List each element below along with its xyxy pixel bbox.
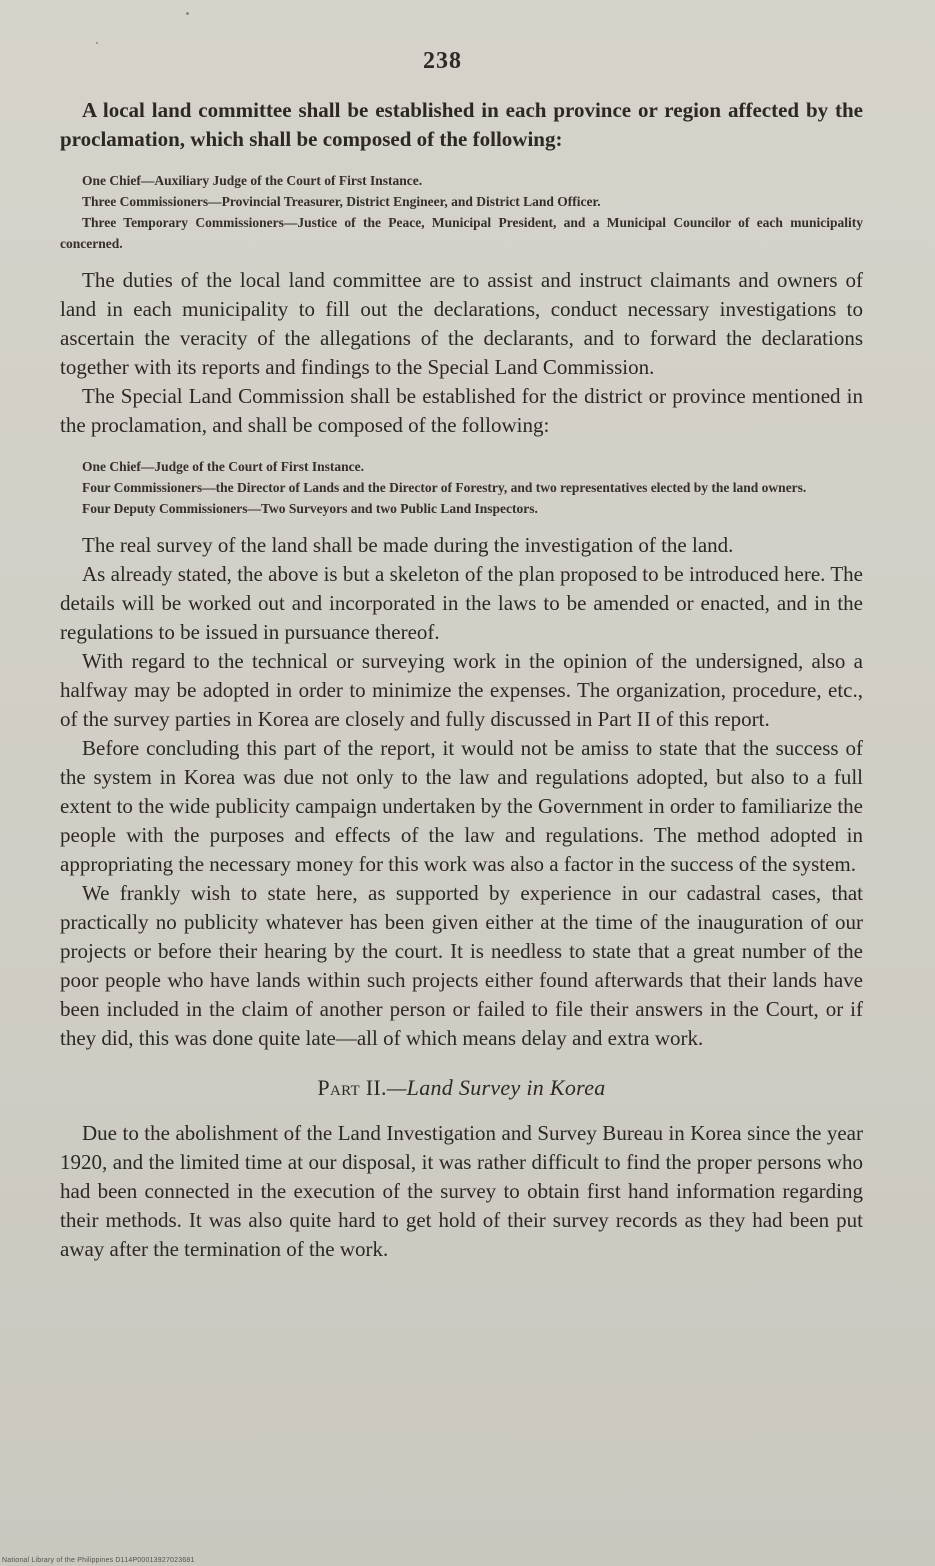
- section-heading: [60, 1075, 863, 1101]
- paragraph-special-land-commission: The Special Land Commission shall be established for the district or province mentioned in the proclamation, and shall be composed of the following:: [60, 384, 863, 437]
- commission-members-list: [60, 456, 863, 519]
- section-part-title: —Land Survey in Korea: [386, 1075, 606, 1100]
- committee-member: Three Commissioners—Provincial Treasurer, District Engineer, and District Land Officer.: [82, 194, 601, 209]
- paragraph-local-land-committee: A local land committee shall be established in each province or region affected by the proclamation, which shall be composed of the following:: [60, 98, 863, 151]
- committee-member: One Chief—Auxiliary Judge of the Court of First Instance.: [82, 173, 423, 188]
- commission-member: Four Deputy Commissioners—Two Surveyors and two Public Land Inspectors.: [82, 501, 538, 516]
- paragraph-survey-bureau: Due to the abolishment of the Land Investigation and Survey Bureau in Korea since the year 1920, and the limited time at our disposal, it was rather difficult to find the proper persons who had been connected in the execution of the survey to obtain first hand information regarding their methods. It was also quite hard to get hold of their survey records as they had been put away after the termination of the work.: [60, 1121, 863, 1261]
- paragraph-real-survey: The real survey of the land shall be made during the investigation of the land.: [82, 533, 734, 557]
- committee-members-list: [60, 170, 863, 254]
- paragraph-skeleton-plan: As already stated, the above is but a skeleton of the plan proposed to be introduced here. The details will be worked out and incorporated in the laws to be amended or enacted, and in the regulations to be issued in pursuance thereof.: [60, 562, 863, 644]
- scan-speck: [186, 12, 189, 15]
- page-number: 238: [423, 48, 462, 74]
- paragraph-publicity-campaign: Before concluding this part of the report, it would not be amiss to state that the success of the system in Korea was due not only to the law and regulations adopted, but also to a full extent to the wide publicity campaign undertaken by the Government in order to familiarize the people with the purposes and effects of the law and regulations. The method adopted in appropriating the necessary money for this work was also a factor in the success of the system.: [60, 736, 863, 876]
- page-content: [60, 96, 863, 1264]
- paragraph-committee-duties: The duties of the local land committee are to assist and instruct claimants and owners of land in each municipality to fill out the declarations, conduct necessary investigations to ascertain the veracity of the allegations of the declarants, and to forward the declarations together with its reports and findings to the Special Land Commission.: [60, 268, 863, 379]
- section-part-label: Part II.: [317, 1075, 387, 1100]
- paragraph-cadastral-cases: We frankly wish to state here, as supported by experience in our cadastral cases, that practically no publicity whatever has been given either at the time of the inauguration of our projects or before their hearing by the court. It is needless to state that a great number of the poor people who have lands within such projects either found afterwards that their lands have been included in the claim of another person or failed to file their answers in the Court, or if they did, this was done quite late—all of which means delay and extra work.: [60, 881, 863, 1050]
- library-footer-note: National Library of the Philippines D114P00013927023681: [2, 1557, 195, 1564]
- paragraph-technical-work: With regard to the technical or surveying work in the opinion of the undersigned, also a halfway may be adopted in order to minimize the expenses. The organization, procedure, etc., of the survey parties in Korea are closely and fully discussed in Part II of this report.: [60, 649, 863, 731]
- committee-member: Three Temporary Commissioners—Justice of the Peace, Municipal President, and a Municipal Councilor of each municipality concerned.: [60, 215, 863, 251]
- commission-member: Four Commissioners—the Director of Lands and the Director of Forestry, and two representatives elected by the land owners.: [82, 480, 807, 495]
- scan-speck: [96, 42, 98, 44]
- commission-member: One Chief—Judge of the Court of First Instance.: [82, 459, 364, 474]
